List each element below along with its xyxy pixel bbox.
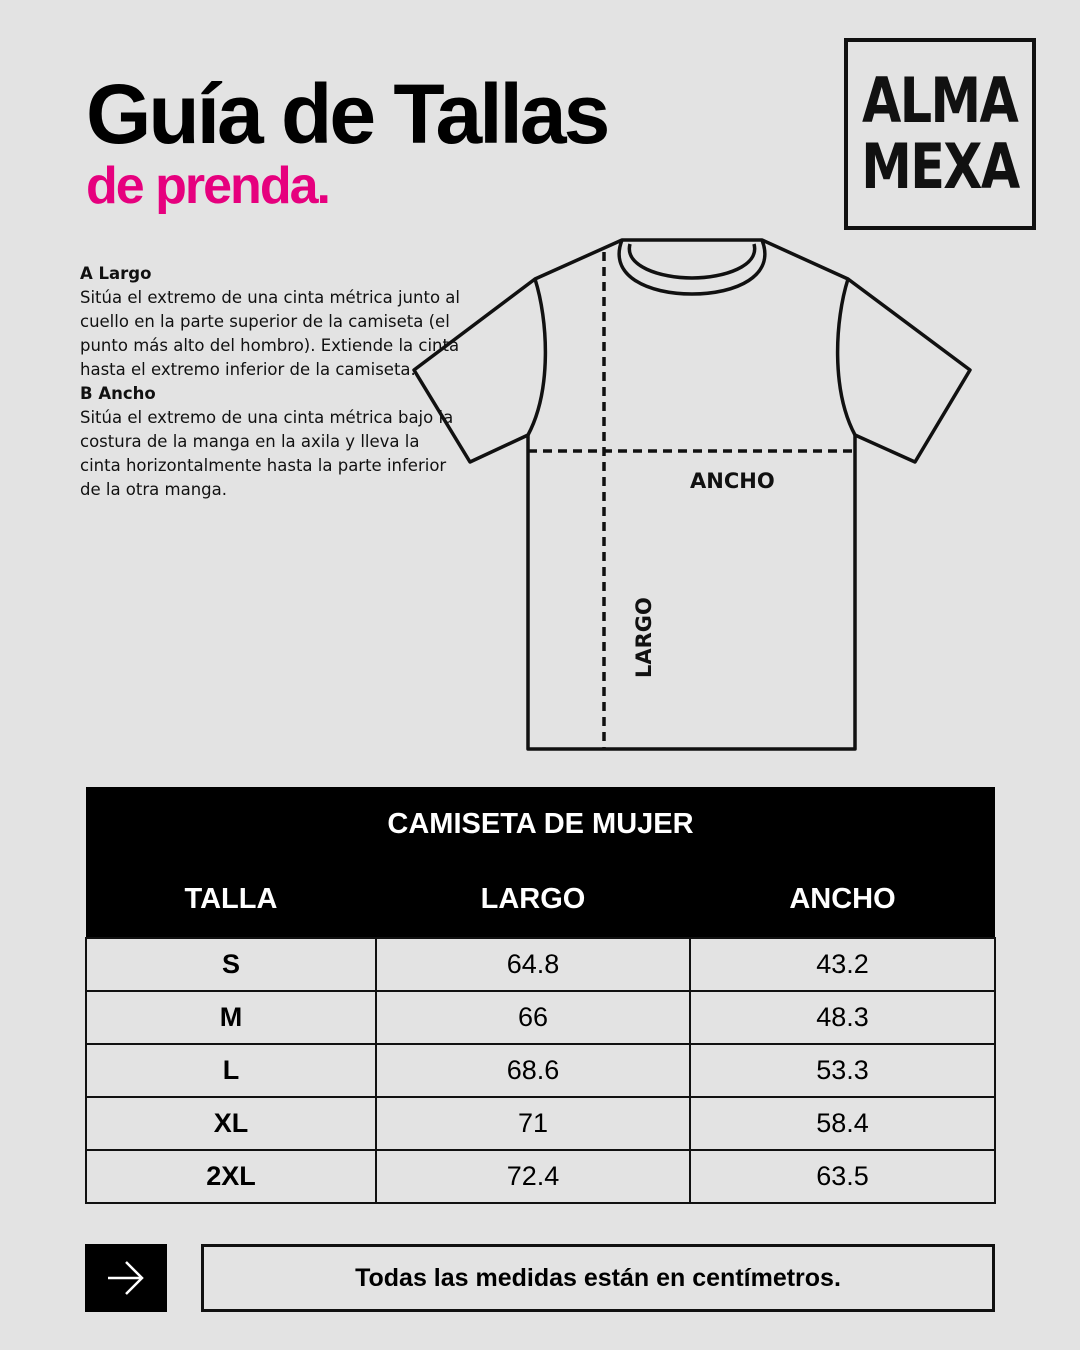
size-cell: 2XL <box>86 1150 376 1203</box>
size-cell: L <box>86 1044 376 1097</box>
tshirt-outline <box>414 240 970 749</box>
largo-cell: 64.8 <box>376 938 690 991</box>
largo-cell: 66 <box>376 991 690 1044</box>
table-caption: CAMISETA DE MUJER <box>86 787 995 861</box>
tshirt-diagram <box>400 230 980 760</box>
logo-line-1: ALMA <box>862 64 1018 137</box>
units-note: Todas las medidas están en centímetros. <box>201 1244 995 1312</box>
ancho-label: ANCHO <box>690 469 775 493</box>
ancho-cell: 53.3 <box>690 1044 995 1097</box>
ancho-cell: 43.2 <box>690 938 995 991</box>
brand-logo <box>844 38 1036 230</box>
logo-line-2: MEXA <box>861 130 1019 203</box>
table-row <box>86 938 995 991</box>
largo-cell: 68.6 <box>376 1044 690 1097</box>
table-row <box>86 1097 995 1150</box>
size-cell: XL <box>86 1097 376 1150</box>
left-sleeve-seam <box>528 279 545 435</box>
table-row <box>86 1150 995 1203</box>
ancho-cell: 63.5 <box>690 1150 995 1203</box>
arrow-right-icon <box>104 1258 148 1298</box>
largo-cell: 71 <box>376 1097 690 1150</box>
column-header-ancho: ANCHO <box>690 861 995 938</box>
ancho-heading: B Ancho <box>80 384 156 403</box>
column-header-talla: TALLA <box>86 861 376 938</box>
collar-inner <box>629 244 754 278</box>
size-cell: S <box>86 938 376 991</box>
table-header-row <box>86 861 995 938</box>
table-row <box>86 1044 995 1097</box>
ancho-description: Sitúa el extremo de una cinta métrica bajo la costura de la manga en la axila y lleva la cinta horizontalmente hasta la parte inferior de la otra manga. <box>80 408 454 499</box>
largo-label: LARGO <box>632 597 656 678</box>
right-sleeve-seam <box>838 279 855 435</box>
next-button[interactable] <box>85 1244 167 1312</box>
size-cell: M <box>86 991 376 1044</box>
page-subtitle: de prenda. <box>86 157 329 215</box>
largo-heading: A Largo <box>80 264 152 283</box>
table-row <box>86 991 995 1044</box>
largo-description: Sitúa el extremo de una cinta métrica junto al cuello en la parte superior de la camiseta (el punto más alto del hombro). Extiende la cinta hasta el extremo inferior de la camiseta. <box>80 288 460 379</box>
column-header-largo: LARGO <box>376 861 690 938</box>
largo-cell: 72.4 <box>376 1150 690 1203</box>
table-caption-row <box>86 787 995 861</box>
size-table <box>85 787 996 1204</box>
ancho-cell: 58.4 <box>690 1097 995 1150</box>
page-title: Guía de Tallas <box>86 67 608 161</box>
ancho-cell: 48.3 <box>690 991 995 1044</box>
